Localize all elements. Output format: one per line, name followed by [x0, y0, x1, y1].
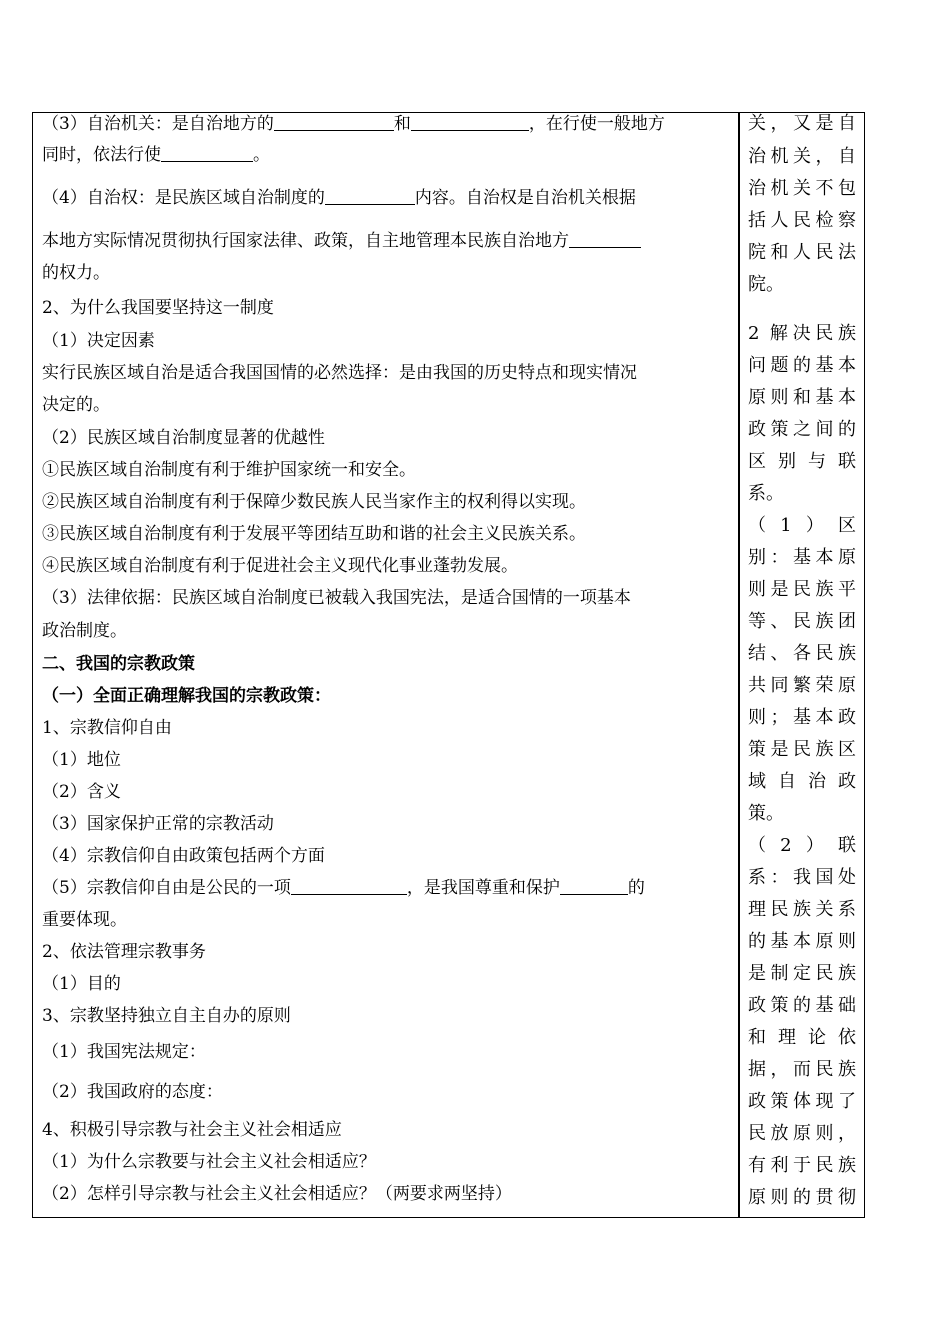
note-line: 政策体现了: [748, 1091, 856, 1112]
note-line: 系：我国处: [748, 867, 856, 888]
subheading: （1）决定因素: [42, 331, 155, 351]
text-line: 的权力。: [42, 263, 110, 283]
note-line: 括人民检察: [748, 210, 856, 231]
note-line: 结、各民族: [748, 643, 856, 664]
note-line: 治机关不包: [748, 178, 856, 199]
note-line: 政策之间的: [748, 419, 856, 440]
note-line: 共同繁荣原: [748, 675, 856, 696]
subheading: （2）含义: [42, 782, 121, 802]
text-line: 决定的。: [42, 395, 110, 415]
text-line: 同时，依法行使 。: [42, 145, 270, 165]
section-subtitle: （一）全面正确理解我国的宗教政策：: [42, 686, 331, 706]
list-item: ③民族区域自治制度有利于发展平等团结互助和谐的社会主义民族关系。: [42, 524, 586, 544]
note-line: 是制定民族: [748, 963, 856, 984]
blank-1: [274, 115, 394, 131]
list-item: ①民族区域自治制度有利于维护国家统一和安全。: [42, 460, 416, 480]
note-line: 策。: [748, 803, 784, 824]
note-line: 院和人民法: [748, 242, 856, 263]
note-line: 民放原则，: [748, 1123, 856, 1144]
note-line: 则；基本政: [748, 707, 856, 728]
religious-freedom-line: （5）宗教信仰自由是公民的一项 ，是我国尊重和保护 的: [42, 878, 645, 898]
section-heading: 2、为什么我国要坚持这一制度: [42, 298, 274, 318]
blank-5: [569, 232, 641, 248]
subheading: （1）目的: [42, 974, 121, 994]
autonomy-right-line: （4）自治权：是民族区域自治制度的 内容。自治权是自治机关根据: [42, 188, 636, 208]
section-heading: 2、依法管理宗教事务: [42, 942, 206, 962]
note-line: 区别与联: [748, 451, 856, 472]
note-line: 有利于民族: [748, 1155, 856, 1176]
blank-6: [291, 879, 407, 895]
list-item: ④民族区域自治制度有利于促进社会主义现代化事业蓬勃发展。: [42, 556, 518, 576]
note-line: 的基本原则: [748, 931, 856, 952]
blank-7: [560, 879, 628, 895]
note-line: 治机关，自: [748, 146, 856, 167]
note-line: 2 解决民族: [748, 323, 856, 344]
section-title: 二、我国的宗教政策: [42, 654, 195, 674]
text-line: 政治制度。: [42, 621, 127, 641]
section-heading: 1、宗教信仰自由: [42, 718, 172, 738]
blank-3: [161, 146, 253, 162]
note-line: 问题的基本: [748, 355, 856, 376]
note-line: 系。: [748, 483, 784, 504]
note-line: 院。: [748, 274, 784, 295]
text-line: 重要体现。: [42, 910, 127, 930]
subheading: （3）国家保护正常的宗教活动: [42, 814, 274, 834]
note-line: 关，又是自: [748, 113, 856, 134]
note-line: 和理论依: [748, 1027, 856, 1048]
autonomous-organ-line: （3）自治机关：是自治地方的 和 ，在行使一般地方: [42, 114, 665, 134]
subheading: （3）法律依据：民族区域自治制度已被载入我国宪法，是适合国情的一项基本: [42, 588, 631, 608]
subheading: （2）怎样引导宗教与社会主义社会相适应？（两要求两坚持）: [42, 1184, 512, 1204]
note-line: （2）联: [748, 835, 856, 856]
column-divider: [738, 112, 740, 1218]
subheading: （1）我国宪法规定：: [42, 1042, 206, 1062]
list-item: ②民族区域自治制度有利于保障少数民族人民当家作主的权利得以实现。: [42, 492, 586, 512]
subheading: （2）我国政府的态度：: [42, 1082, 223, 1102]
subheading: （1）为什么宗教要与社会主义社会相适应？: [42, 1152, 376, 1172]
text-line: 本地方实际情况贯彻执行国家法律、政策，自主地管理本民族自治地方: [42, 231, 641, 251]
subheading: （2）民族区域自治制度显著的优越性: [42, 428, 325, 448]
note-line: 策是民族区: [748, 739, 856, 760]
note-line: 等、民族团: [748, 611, 856, 632]
section-heading: 3、宗教坚持独立自主自办的原则: [42, 1006, 291, 1026]
blank-4: [325, 189, 415, 205]
note-line: 则是民族平: [748, 579, 856, 600]
section-heading: 4、积极引导宗教与社会主义社会相适应: [42, 1120, 342, 1140]
subheading: （4）宗教信仰自由政策包括两个方面: [42, 846, 325, 866]
text-line: 实行民族区域自治是适合我国国情的必然选择：是由我国的历史特点和现实情况: [42, 363, 637, 383]
note-line: 域自治政: [748, 771, 856, 792]
note-line: 别：基本原: [748, 547, 856, 568]
note-line: （1）区: [748, 515, 856, 536]
note-line: 原则和基本: [748, 387, 856, 408]
blank-2: [411, 115, 529, 131]
note-line: 政策的基础: [748, 995, 856, 1016]
note-line: 原则的贯彻: [748, 1187, 856, 1208]
subheading: （1）地位: [42, 750, 121, 770]
note-line: 理民族关系: [748, 899, 856, 920]
note-line: 据，而民族: [748, 1059, 856, 1080]
